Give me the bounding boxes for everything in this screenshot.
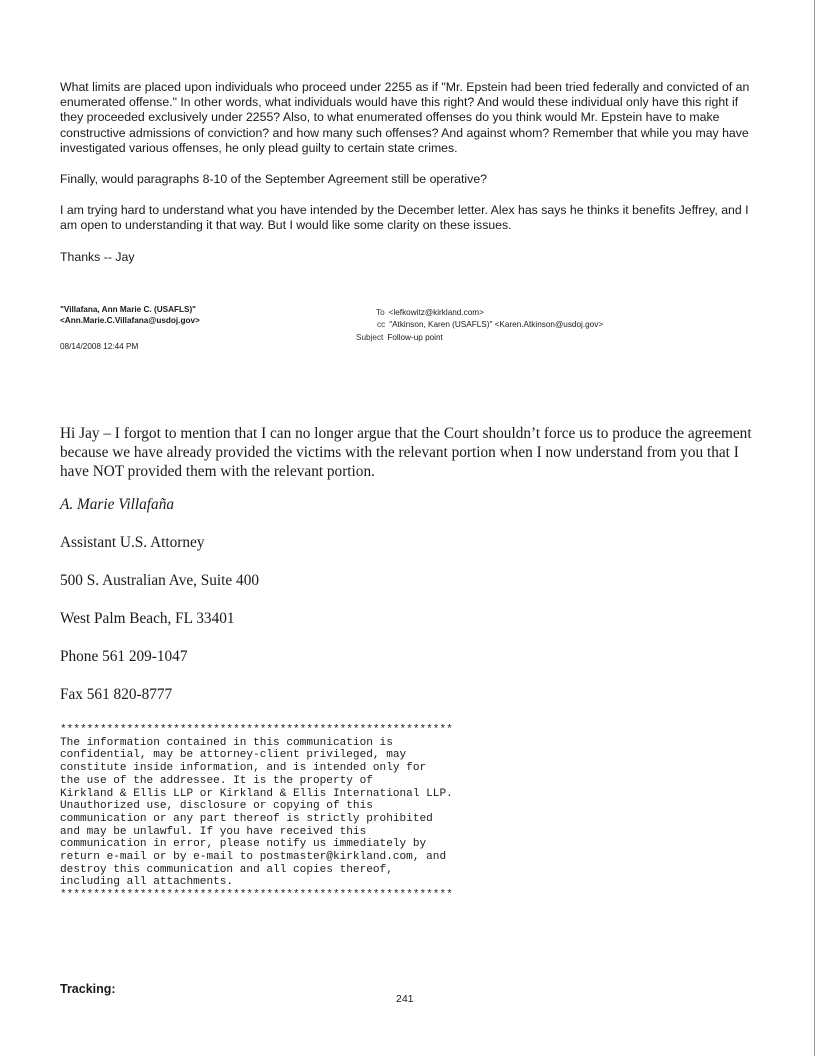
sender — [60, 304, 200, 326]
previous-email-paragraph: I am trying hard to understand what you have intended by the December letter. Alex has says he thinks it benefits Jeffrey, and I am open to understanding it that way. But I would like some clarity on these issues. — [60, 203, 749, 233]
subject-value: Follow-up point — [387, 333, 443, 342]
disclaimer-line: constitute inside information, and is intended only for — [60, 762, 427, 775]
signature-title: Assistant U.S. Attorney — [60, 534, 205, 551]
disclaimer-line: destroy this communication and all copies thereof, — [60, 863, 393, 876]
disclaimer-border-bottom: *********************************************************** — [60, 889, 453, 902]
reply-email-body — [60, 424, 760, 723]
cc-label: cc — [377, 320, 386, 329]
reply-message: Hi Jay – I forgot to mention that I can no longer argue that the Court shouldn’t force us to produce the agreement because we have already provided the victims with the relevant portion when I now understand from you that I have NOT provided them with the relevant portion. — [60, 425, 752, 480]
previous-email-body — [60, 80, 760, 281]
sender-name: "Villafana, Ann Marie C. (USAFLS)" — [60, 305, 197, 314]
signature-address-line2: West Palm Beach, FL 33401 — [60, 610, 235, 627]
signature-fax: Fax 561 820-8777 — [60, 686, 173, 703]
disclaimer-line: return e-mail or by e-mail to postmaster@kirkland.com, and — [60, 851, 447, 864]
disclaimer-line: confidential, may be attorney-client privileged, may — [60, 749, 407, 762]
subject-label: Subject — [356, 333, 384, 342]
subject-row — [356, 332, 443, 343]
cc-row — [377, 319, 603, 330]
disclaimer-line: Unauthorized use, disclosure or copying of this — [60, 800, 373, 813]
disclaimer-line: including all attachments. — [60, 876, 234, 889]
signature-address-line1: 500 S. Australian Ave, Suite 400 — [60, 572, 259, 589]
to-label: To — [376, 308, 385, 317]
page-edge-line — [814, 0, 815, 1056]
disclaimer-line: The information contained in this communication is — [60, 736, 393, 749]
email-header — [60, 304, 760, 360]
previous-email-paragraph: What limits are placed upon individuals who proceed under 2255 as if "Mr. Epstein had been tried federally and convicted of an enumerated offense." In other words, what individuals would have this right? And would these individual only have this right if they proceeded exclusively under 2255? Also, to what enumerated offenses do you think would Mr. Epstein have to make constructive admissions of conviction? and how many such offenses? And against whom? Remember that while you may have investigated various offenses, he only plead guilty to certain state crimes. — [60, 80, 750, 155]
to-row — [376, 307, 484, 318]
disclaimer-line: communication or any part thereof is strictly prohibited — [60, 812, 433, 825]
confidentiality-disclaimer — [60, 724, 453, 902]
sender-email[interactable]: <Ann.Marie.C.Villafana@usdoj.gov> — [60, 316, 200, 325]
page-number: 241 — [396, 993, 414, 1005]
signature-phone: Phone 561 209-1047 — [60, 648, 188, 665]
disclaimer-line: the use of the addressee. It is the property of — [60, 774, 373, 787]
disclaimer-border-top: *********************************************************** — [60, 724, 453, 736]
previous-email-paragraph: Finally, would paragraphs 8-10 of the September Agreement still be operative? — [60, 172, 487, 187]
tracking-label: Tracking: — [60, 982, 116, 996]
cc-value[interactable]: "Atkinson, Karen (USAFLS)" <Karen.Atkinson@usdoj.gov> — [389, 320, 604, 329]
disclaimer-line: communication in error, please notify us immediately by — [60, 838, 427, 851]
previous-email-signoff: Thanks -- Jay — [60, 249, 135, 264]
disclaimer-line: Kirkland & Ellis LLP or Kirkland & Ellis International LLP. — [60, 787, 453, 800]
to-value[interactable]: <lefkowitz@kirkland.com> — [388, 308, 484, 317]
signature-name: A. Marie Villafaña — [60, 496, 175, 513]
sent-date: 08/14/2008 12:44 PM — [60, 342, 139, 351]
disclaimer-line: and may be unlawful. If you have received this — [60, 825, 367, 838]
